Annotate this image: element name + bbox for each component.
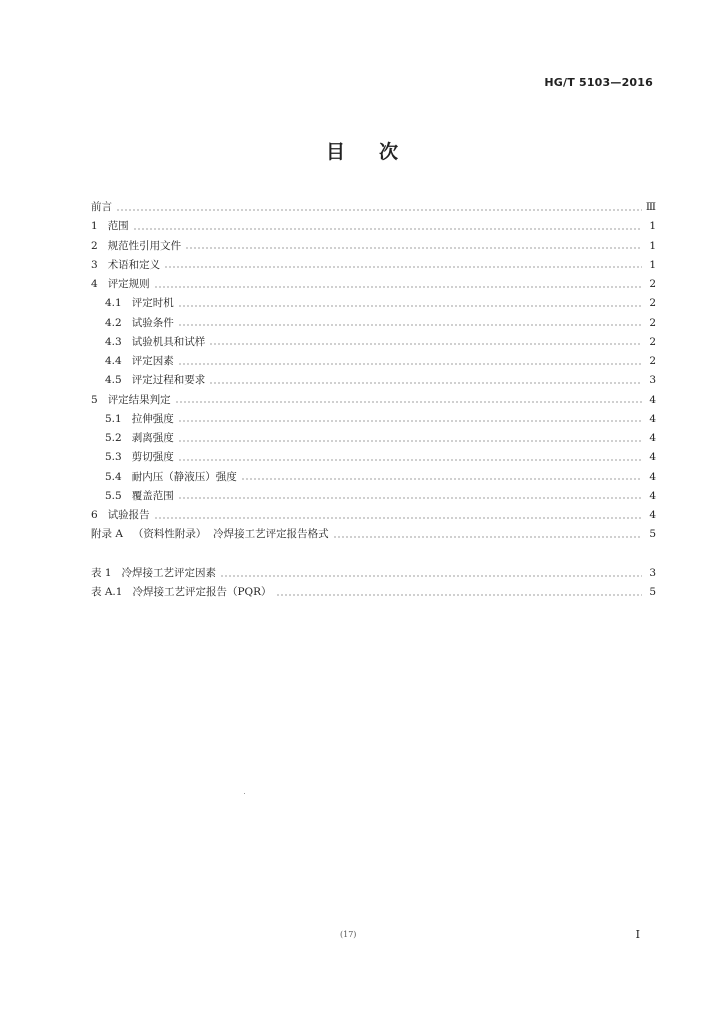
toc-entry-page: 1 (649, 258, 656, 271)
dot-leader (133, 227, 642, 230)
toc-entry-page: 4 (649, 470, 656, 483)
toc-entry-label: 试验条件 (131, 316, 174, 329)
toc-entry[interactable] (91, 352, 656, 371)
toc-entry-page: Ⅲ (645, 201, 656, 213)
toc-entry-label: 试验报告 (107, 509, 150, 521)
toc-entry-number: 4.4 (105, 355, 122, 367)
toc-entry-number: 5 (91, 393, 98, 406)
toc-entry-page: 1 (649, 239, 656, 252)
toc-entry-number: 5.5 (105, 489, 122, 502)
toc-entry-label: 冷焊接工艺评定因素 (121, 567, 217, 579)
dot-leader (178, 324, 642, 327)
toc-entry-label: 评定规则 (107, 278, 150, 290)
dot-leader (185, 247, 642, 250)
toc-entry-number: 表 1 (91, 567, 112, 579)
dot-leader (116, 208, 642, 211)
dot-leader (164, 266, 642, 269)
toc-entry-page: 3 (649, 374, 656, 387)
toc-entry-number: 附录 A (91, 528, 123, 541)
toc-entry-number: 1 (91, 220, 98, 233)
page-title: 目次 (325, 141, 432, 163)
toc-entry-number: 5.2 (105, 432, 122, 444)
toc-entry-page: 4 (649, 451, 656, 464)
toc-entry-label: （资料性附录） 冷焊接工艺评定报告格式 (132, 528, 329, 541)
toc-entry-label: 试验机具和试样 (131, 335, 206, 348)
toc-entry-label: 冷焊接工艺评定报告（PQR） (132, 586, 272, 599)
dot-leader (178, 420, 642, 423)
toc-entry-number: 4 (91, 278, 98, 290)
standard-code: HG/T 5103—2016 (544, 76, 653, 89)
dot-leader (209, 343, 642, 346)
toc-entry[interactable] (91, 237, 656, 256)
toc-entry[interactable] (91, 468, 656, 487)
toc-entry-page: 5 (649, 528, 656, 541)
toc-entry-page: 5 (649, 586, 656, 599)
toc-entry-page: 4 (649, 393, 656, 406)
toc-entry-label: 术语和定义 (107, 258, 161, 271)
toc-entry-number: 2 (91, 239, 98, 252)
dot-leader (241, 478, 642, 481)
toc-entry-label: 覆盖范围 (131, 489, 174, 502)
table-list (91, 564, 656, 603)
toc-entry-number: 4.5 (105, 374, 122, 387)
dot-leader (209, 381, 642, 384)
toc-entry-number: 6 (91, 509, 98, 521)
toc-entry[interactable] (91, 314, 656, 333)
dot-leader (178, 439, 642, 442)
toc-entry[interactable] (91, 294, 656, 313)
toc-entry-number: 5.1 (105, 412, 122, 425)
toc-entry[interactable] (91, 333, 656, 352)
toc-entry-number: 4.3 (105, 335, 122, 348)
toc-entry-label: 范围 (107, 220, 129, 233)
toc-entry-number: 表 A.1 (91, 586, 123, 599)
toc-entry-page: 2 (649, 355, 656, 367)
toc-entry-number: 3 (91, 258, 98, 271)
toc-entry[interactable] (91, 506, 656, 525)
footer-code: (17) (340, 930, 357, 939)
toc-entry-page: 4 (649, 509, 656, 521)
toc-entry-page: 1 (649, 220, 656, 233)
toc-entry[interactable] (91, 410, 656, 429)
toc-entry-label: 剪切强度 (131, 451, 174, 464)
toc-entry-page: 2 (649, 297, 656, 310)
dot-leader (175, 401, 642, 404)
toc-entry-number: 4.1 (105, 297, 122, 310)
toc-entry-page: 3 (649, 567, 656, 579)
toc-entry[interactable] (91, 448, 656, 467)
toc-entry-page: 4 (649, 432, 656, 444)
toc-entry-label: 评定结果判定 (107, 393, 171, 406)
toc-entry[interactable] (91, 487, 656, 506)
toc-entry[interactable] (91, 525, 656, 544)
toc-entry-label: 评定因素 (131, 355, 174, 367)
toc-entry-label: 前言 (91, 201, 112, 213)
toc-entry[interactable] (91, 391, 656, 410)
toc-entry-page: 2 (649, 335, 656, 348)
toc-entry-number: 5.4 (105, 470, 122, 483)
toc-entry-page: 4 (649, 412, 656, 425)
toc-entry-label: 规范性引用文件 (107, 239, 182, 252)
toc-entry-page: 4 (649, 489, 656, 502)
dot-leader (220, 574, 642, 577)
dot-leader (178, 458, 642, 461)
dot-leader (333, 535, 642, 538)
dot-leader (154, 516, 642, 519)
toc-entry[interactable] (91, 275, 656, 294)
toc-entry[interactable] (91, 256, 656, 275)
toc-entry[interactable] (91, 429, 656, 448)
toc-entry[interactable] (91, 583, 656, 602)
toc-entry-label: 剥离强度 (131, 432, 174, 444)
toc-entry-number: 5.3 (105, 451, 122, 464)
dot-leader (276, 593, 642, 596)
dot-leader (154, 285, 642, 288)
toc-entry-label: 耐内压（静液压）强度 (131, 470, 237, 483)
dot-leader (178, 304, 642, 307)
toc-entry-label: 评定时机 (131, 297, 174, 310)
toc-entry[interactable] (91, 217, 656, 236)
toc-entry-page: 2 (649, 316, 656, 329)
toc-entry[interactable] (91, 564, 656, 583)
toc-entry[interactable] (91, 198, 656, 217)
toc-entry-label: 拉伸强度 (131, 412, 174, 425)
toc-entry-number: 4.2 (105, 316, 122, 329)
toc-list (91, 198, 656, 545)
dot-leader (178, 497, 642, 500)
dot-leader (178, 362, 642, 365)
toc-entry[interactable] (91, 371, 656, 390)
toc-entry-label: 评定过程和要求 (131, 374, 206, 387)
toc-entry-page: 2 (649, 278, 656, 290)
scan-speck (244, 793, 245, 794)
footer-page-number: I (635, 928, 640, 941)
